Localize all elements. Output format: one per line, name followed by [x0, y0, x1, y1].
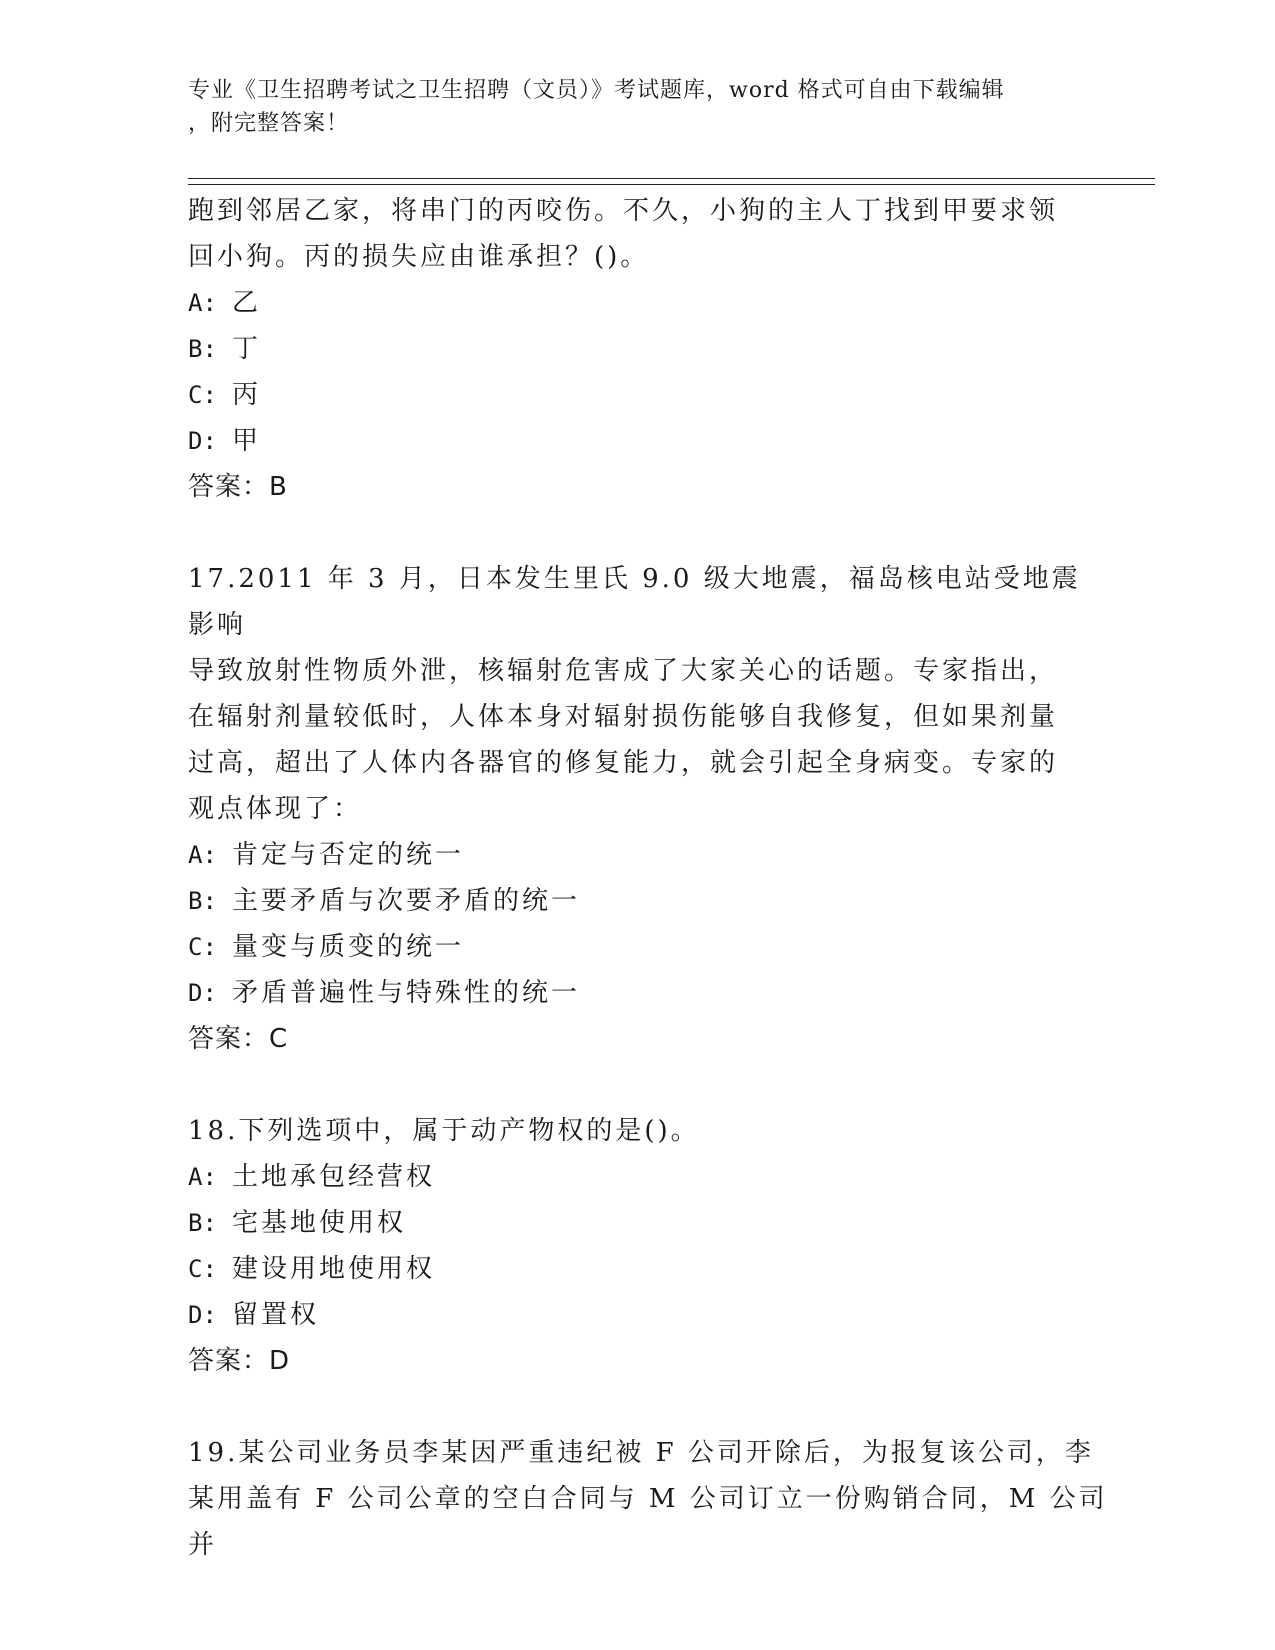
header-note	[188, 74, 1088, 140]
header-rule-bottom	[188, 184, 1155, 185]
question-line: 导致放射性物质外泄，核辐射危害成了大家关心的话题。专家指出，	[188, 656, 1059, 686]
spacer	[188, 510, 1108, 556]
option-text: 丁	[232, 334, 262, 364]
option-letter: B:	[188, 1209, 217, 1237]
option-text: 肯定与否定的统一	[232, 840, 465, 870]
answer: 答案：C	[188, 1024, 289, 1054]
option-text: 建设用地使用权	[232, 1254, 436, 1284]
option-text: 甲	[232, 426, 262, 456]
option-d	[188, 970, 1108, 1016]
option-text: 量变与质变的统一	[232, 932, 465, 962]
option-d	[188, 418, 1108, 464]
question-line: 18.下列选项中，属于动产物权的是()。	[188, 1116, 700, 1146]
spacer	[188, 1384, 1108, 1430]
option-text: 留置权	[232, 1300, 320, 1330]
option-c	[188, 372, 1108, 418]
spacer	[188, 1062, 1108, 1108]
option-text: 主要矛盾与次要矛盾的统一	[232, 886, 581, 916]
question-line: 17.2011 年 3 月，日本发生里氏 9.0 级大地震，福岛核电站受地震影响	[188, 564, 1081, 640]
option-letter: A:	[188, 289, 217, 317]
option-letter: C:	[188, 381, 217, 409]
option-text: 宅基地使用权	[232, 1208, 407, 1238]
question-block	[188, 188, 1108, 510]
option-letter: D:	[188, 1301, 217, 1329]
question-line: 观点体现了：	[188, 794, 363, 824]
option-letter: D:	[188, 427, 217, 455]
answer: 答案：D	[188, 1346, 291, 1376]
option-a	[188, 1154, 1108, 1200]
option-letter: A:	[188, 1163, 217, 1191]
question-line: 19.某公司业务员李某因严重违纪被 F 公司开除后，为报复该公司，李	[188, 1438, 1094, 1468]
option-letter: C:	[188, 1255, 217, 1283]
option-letter: C:	[188, 933, 217, 961]
question-line: 跑到邻居乙家，将串门的丙咬伤。不久，小狗的主人丁找到甲要求领	[188, 196, 1059, 226]
option-a	[188, 280, 1108, 326]
option-b	[188, 326, 1108, 372]
option-text: 丙	[232, 380, 262, 410]
option-text: 乙	[232, 288, 262, 318]
header-rule-top	[188, 178, 1155, 179]
question-line: 在辐射剂量较低时，人体本身对辐射损伤能够自我修复，但如果剂量	[188, 702, 1059, 732]
option-c	[188, 1246, 1108, 1292]
option-letter: A:	[188, 841, 217, 869]
question-list	[188, 188, 1108, 1568]
header-line-2: ，附完整答案！	[188, 111, 350, 136]
option-c	[188, 924, 1108, 970]
option-d	[188, 1292, 1108, 1338]
question-block	[188, 1430, 1108, 1568]
header-line-1: 专业《卫生招聘考试之卫生招聘（文员）》考试题库，word 格式可自由下载编辑	[188, 78, 1005, 103]
answer: 答案：B	[188, 472, 288, 502]
option-b	[188, 878, 1108, 924]
question-line: 过高，超出了人体内各器官的修复能力，就会引起全身病变。专家的	[188, 748, 1059, 778]
question-line: 回小狗。丙的损失应由谁承担？()。	[188, 242, 650, 272]
option-a	[188, 832, 1108, 878]
option-letter: B:	[188, 335, 217, 363]
option-text: 土地承包经营权	[232, 1162, 436, 1192]
option-b	[188, 1200, 1108, 1246]
option-letter: B:	[188, 887, 217, 915]
question-block	[188, 1108, 1108, 1384]
question-line: 某用盖有 F 公司公章的空白合同与 M 公司订立一份购销合同，M 公司并	[188, 1484, 1108, 1560]
question-block	[188, 556, 1108, 1062]
option-text: 矛盾普遍性与特殊性的统一	[232, 978, 581, 1008]
option-letter: D:	[188, 979, 217, 1007]
